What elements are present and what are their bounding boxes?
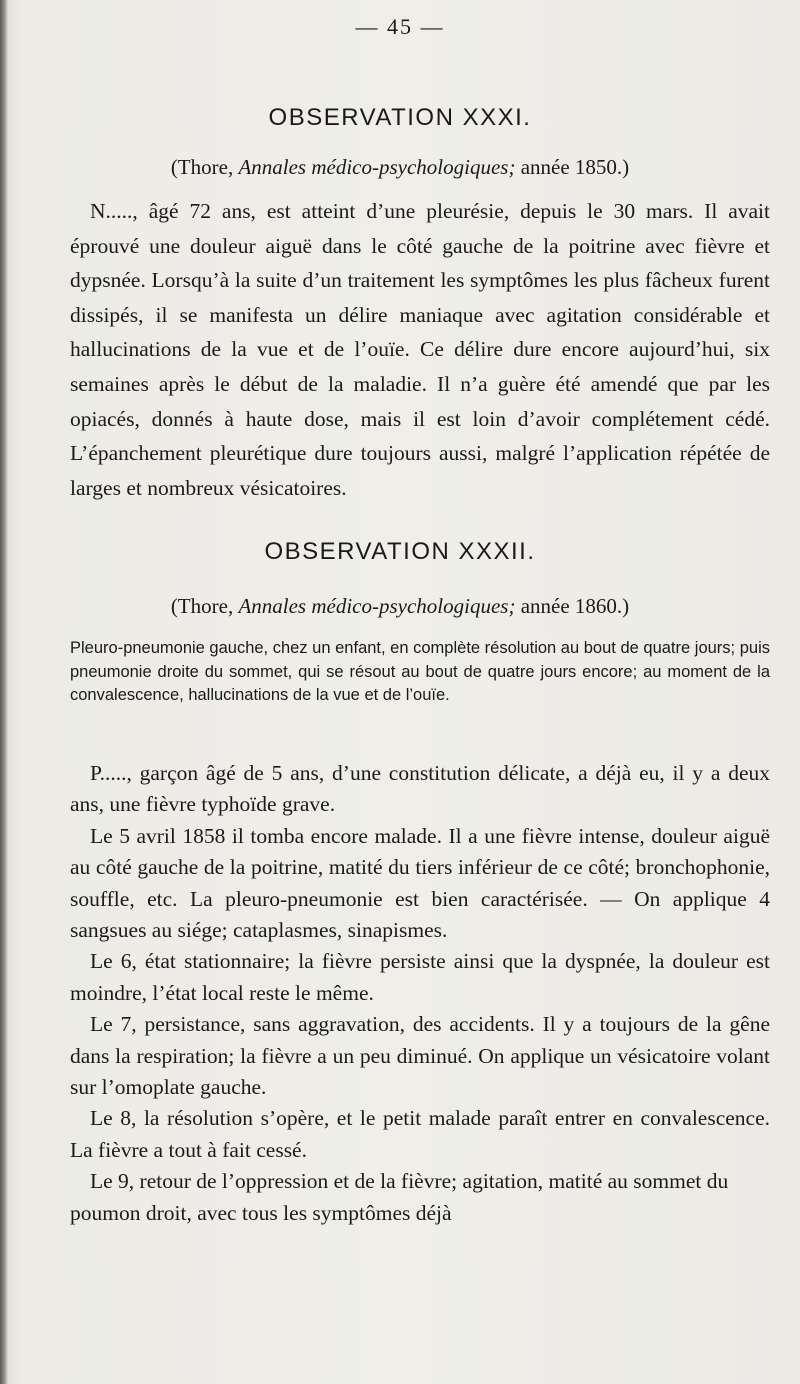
case-paragraph: Le 5 avril 1858 il tomba encore malade. Il a une fièvre intense, douleur aiguë au côté gauche de la poitrine, matité du tiers inférieur de ce côté; bronchophonie, souffle, etc. La pleuro-pneumonie est bien caractérisée. — On applique 4 sangsues au siége; cataplasmes, sinapismes. — [70, 823, 770, 943]
case-paragraph: P....., garçon âgé de 5 ans, d’une constitution délicate, a déjà eu, il y a deux ans, une fièvre typhoïde grave. — [70, 761, 770, 817]
observation-32-summary: Pleuro-pneumonie gauche, chez un enfant, en complète résolution au bout de quatre jours; puis pneumonie droite du sommet, qui se résout au bout de quatre jours encore; au moment de la convalescence, hallucinations de la vue et de l’ouïe. — [70, 639, 770, 704]
case-paragraph: Le 8, la résolution s’opère, et le petit malade paraît entrer en convalescence. La fièvre a tout à fait cessé. — [70, 1106, 770, 1162]
source-year: année 1850.) — [520, 155, 630, 179]
source-author: (Thore, — [170, 155, 234, 179]
case-paragraph: Le 7, persistance, sans aggravation, des accidents. Il y a toujours de la gêne dans la respiration; la fièvre a un peu diminué. On applique un vésicatoire volant sur l’omoplate gauche. — [70, 1012, 770, 1100]
source-year: année 1860.) — [520, 594, 630, 618]
page-number: — 45 — — [355, 14, 445, 39]
observation-32-case-text — [70, 758, 770, 1229]
observation-32-source — [0, 594, 800, 619]
source-journal: Annales médico-psychologiques; — [238, 594, 516, 618]
observation-31-text: N....., âgé 72 ans, est atteint d’une pleurésie, depuis le 30 mars. Il avait éprouvé une douleur aiguë dans le côté gauche de la poitrine avec fièvre et dypsnée. Lorsqu’à la suite d’un traitement les symptômes les plus fâcheux furent dissipés, il se manifesta un délire maniaque avec agitation considérable et hallucinations de la vue et de l’ouïe. Ce délire dure encore aujourd’hui, six semaines après le début de la maladie. Il n’a guère été amendé que par les opiacés, donnés à haute dose, mais il est loin d’avoir complétement cédé. L’épanchement pleurétique dure toujours aussi, malgré l’application répétée de larges et nombreux vésicatoires. — [70, 199, 770, 500]
observation-31-title: OBSERVATION XXXI. — [268, 104, 532, 131]
case-paragraph: Le 6, état stationnaire; la fièvre persiste ainsi que la dyspnée, la douleur est moindre, l’état local reste le même. — [70, 949, 770, 1005]
observation-32-title: OBSERVATION XXXII. — [264, 538, 536, 565]
case-paragraph: Le 9, retour de l’oppression et de la fièvre; agitation, matité au sommet du poumon droit, avec tous les symptômes déjà — [70, 1169, 729, 1225]
source-journal: Annales médico-psychologiques; — [238, 155, 516, 179]
observation-31-source — [0, 155, 800, 180]
page-binding-edge — [0, 0, 8, 1384]
source-author: (Thore, — [170, 594, 234, 618]
